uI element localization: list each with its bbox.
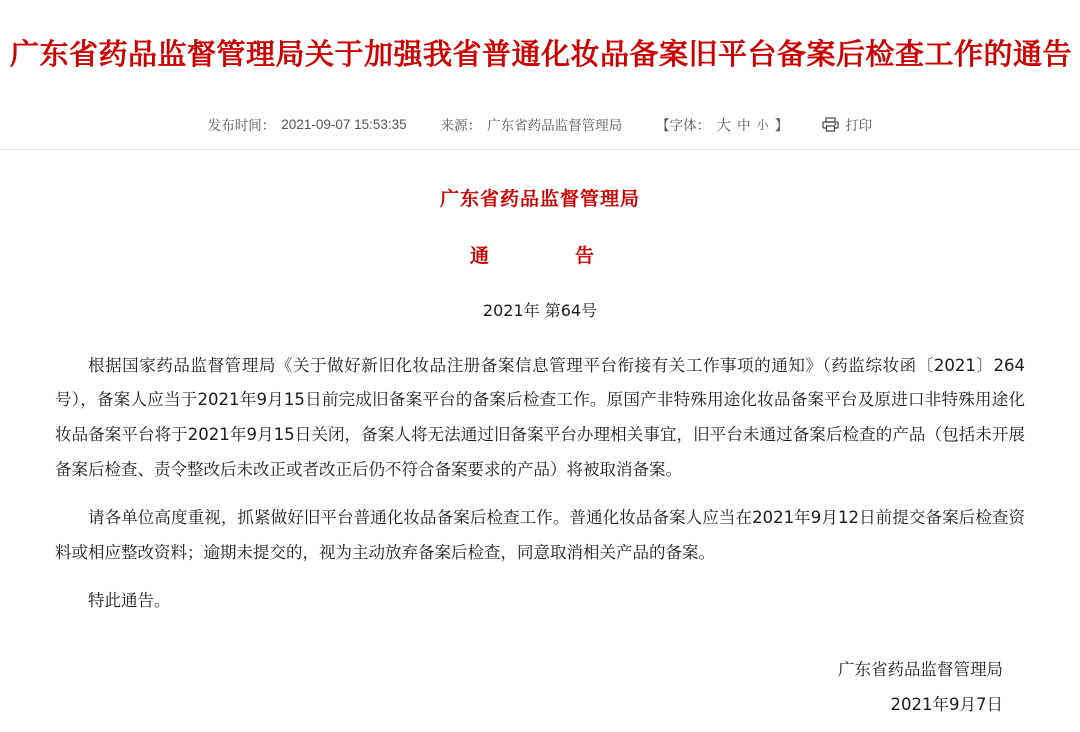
- signature-organization: 广东省药品监督管理局: [838, 660, 1003, 680]
- publish-time-label: 发布时间：: [207, 118, 276, 134]
- article-page: [0, 19, 1080, 732]
- publish-time-group: [208, 114, 407, 134]
- body-paragraph: 根据国家药品监督管理局《关于做好新旧化妆品注册备案信息管理平台衔接有关工作事项的通知》（药监综妆函〔2021〕264号），备案人应当于2021年9月15日前完成旧备案平台的备案后检查工作。原国产非特殊用途化妆品备案平台及原进口非特殊用途化妆品备案平台将于2021年9月15日关闭，备案人将无法通过旧备案平台办理相关事宜，旧平台未通过备案后检查的产品（包括未开展备案后检查、责令整改后未改正或者改正后仍不符合备案要求的产品）将被取消备案。: [55, 355, 1025, 479]
- print-button[interactable]: [822, 114, 872, 134]
- signature-date: 2021年9月7日: [890, 694, 1003, 714]
- font-size-small-button[interactable]: 小: [756, 117, 769, 132]
- source-group: [441, 114, 623, 134]
- signature-block: [55, 653, 1025, 722]
- article-meta-bar: [0, 108, 1080, 149]
- body-paragraph: 特此通告。: [88, 591, 171, 611]
- font-size-controls: [656, 114, 788, 135]
- issuing-organization: 广东省药品监督管理局: [439, 187, 640, 210]
- font-size-label-close: 】: [774, 118, 789, 134]
- print-label: 打印: [845, 118, 873, 134]
- font-size-medium-button[interactable]: 中: [737, 118, 751, 134]
- document-number: 2021年 第64号: [482, 300, 598, 320]
- source-value: 广东省药品监督管理局: [487, 118, 623, 134]
- font-size-large-button[interactable]: 大: [716, 116, 732, 134]
- body-paragraph: 请各单位高度重视，抓紧做好旧平台普通化妆品备案后检查工作。普通化妆品备案人应当在2021年9月12日前提交备案后检查资料或相应整改资料；逾期未提交的，视为主动放弃备案后检查，同意取消相关产品的备案。: [55, 508, 1025, 562]
- article-body: [0, 150, 1080, 723]
- printer-icon: [822, 117, 839, 132]
- page-title: 广东省药品监督管理局关于加强我省普通化妆品备案旧平台备案后检查工作的通告: [10, 37, 1073, 72]
- publish-time-value: 2021-09-07 15:53:35: [281, 116, 407, 132]
- source-label: 来源：: [440, 118, 482, 134]
- font-size-label: 【字体：: [656, 118, 711, 134]
- document-type: 通 告: [469, 244, 610, 267]
